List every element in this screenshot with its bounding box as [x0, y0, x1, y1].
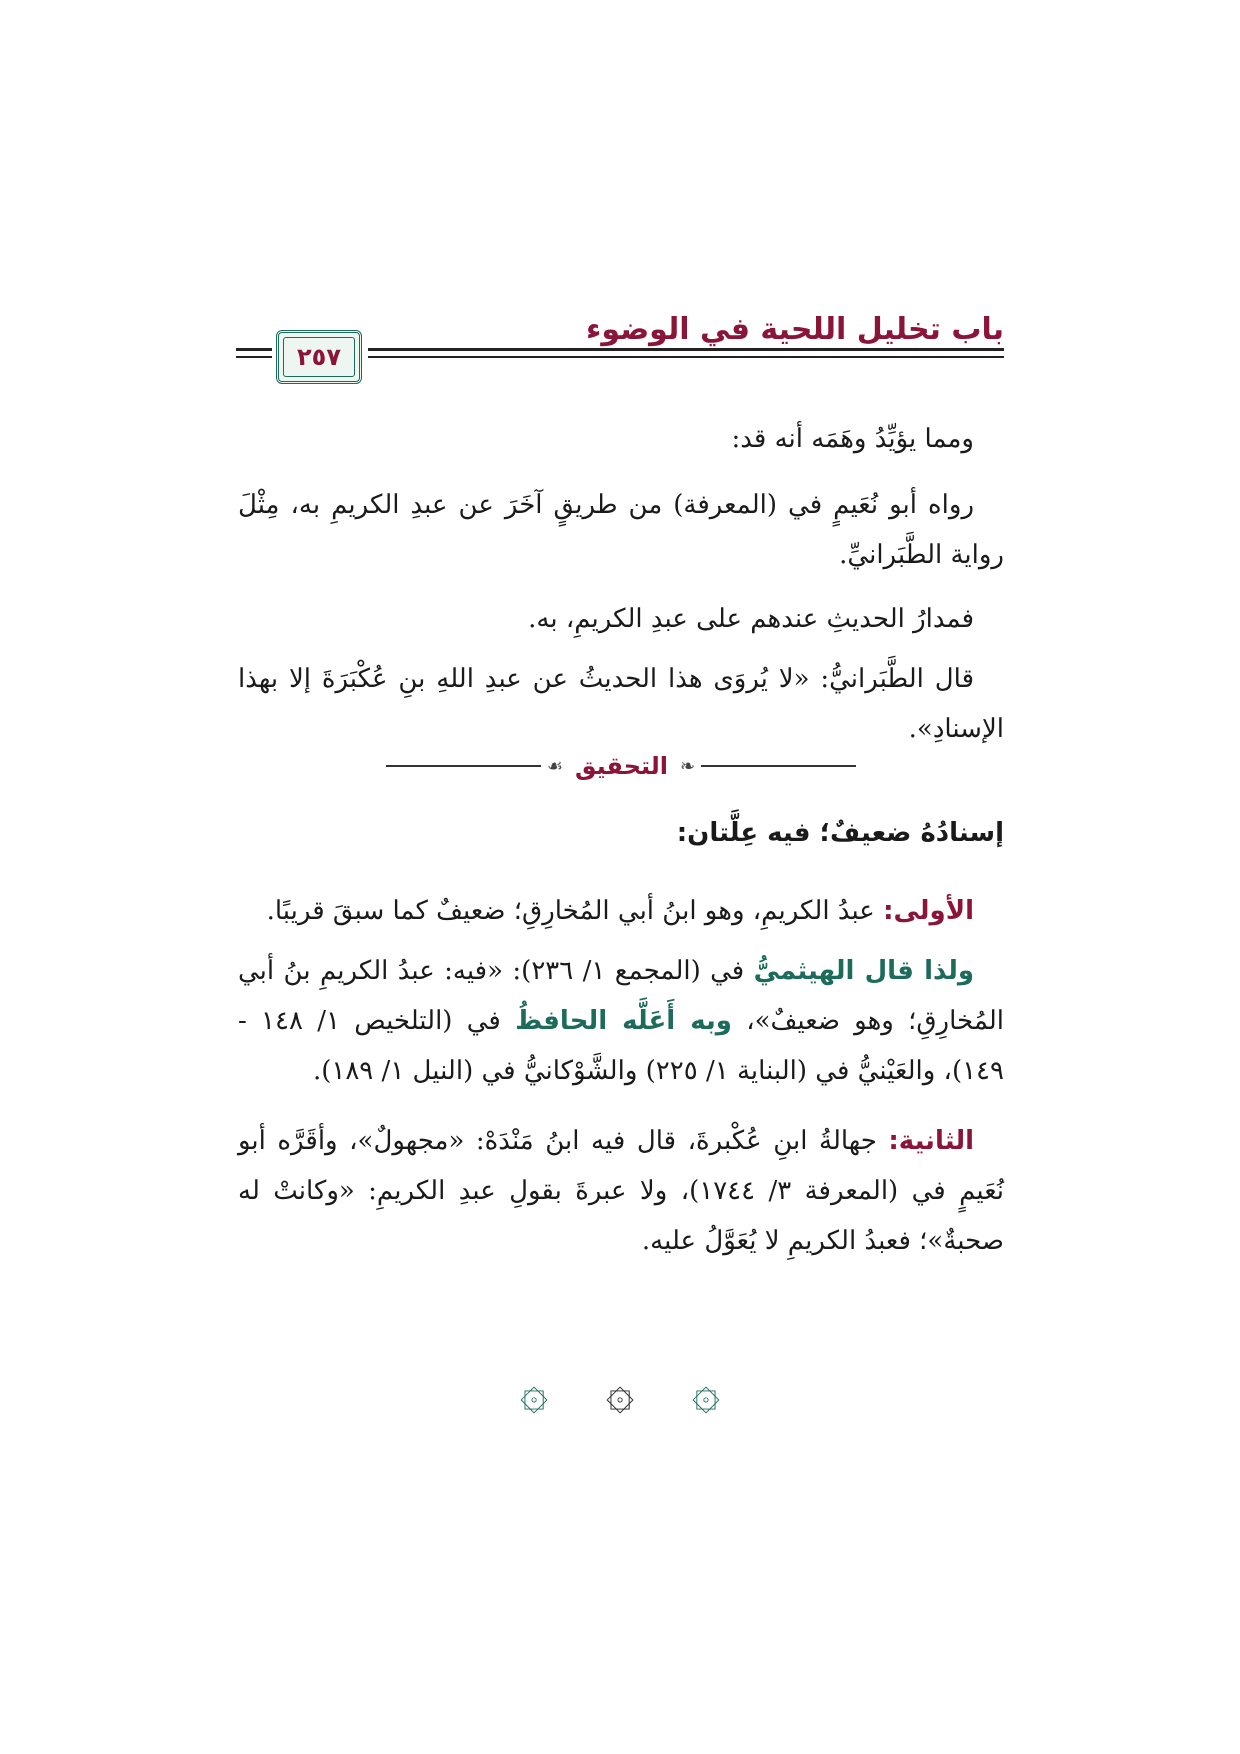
- hafiz-label: وبه أَعَلَّه الحافظُ: [515, 1006, 732, 1036]
- first-label: الأولى:: [883, 896, 974, 926]
- divider-line-left: [386, 765, 541, 767]
- second-text: جهالةُ ابنِ عُكْبرةَ، قال فيه ابنُ مَنْدَهْ: «مجهولٌ»، وأقَرَّه أبو نُعَيمٍ في (المعرفة ٣/ ١٧٤٤)، ولا عبرةَ بقولِ عبدِ الكريمِ: «وكانتْ له صحبةٌ»؛ فعبدُ الكريمِ لا يُعَوَّلُ عليه.: [238, 1126, 1004, 1256]
- haythami-paragraph: [238, 946, 1004, 1096]
- chapter-title: باب تخليل اللحية في الوضوء: [586, 312, 1004, 347]
- divider-label: التحقيق: [575, 752, 669, 780]
- header-rule-right-thin: [368, 356, 1004, 358]
- page-number-badge: [276, 330, 362, 384]
- second-label: الثانية:: [888, 1126, 974, 1156]
- ornament-icon: ☙: [546, 755, 563, 777]
- haythami-label: ولذا قال الهيثميُّ: [753, 956, 974, 986]
- haythami-text: في (المجمع ١/ ٢٣٦): «فيه: عبدُ الكريمِ بنُ أبي المُخارِقِ؛ وهو ضعيفٌ»،: [238, 956, 1004, 1036]
- paragraph-3: فمدارُ الحديثِ عندهم على عبدِ الكريمِ، به.: [528, 604, 974, 634]
- paragraph-1: ومما يؤيِّدُ وهَمَه أنه قد:: [731, 424, 974, 454]
- tahqiq-heading: إسنادُهُ ضعيفٌ؛ فيه عِلَّتان:: [676, 818, 1004, 848]
- star-ornament-icon: ۞: [520, 1364, 549, 1420]
- second-illness-paragraph: [238, 1116, 1004, 1266]
- header-rule-left-thin: [236, 356, 272, 358]
- first-text: عبدُ الكريمِ، وهو ابنُ أبي المُخارِقِ؛ ضعيفٌ كما سبقَ قريبًا.: [266, 896, 884, 926]
- tahqiq-divider: [386, 748, 856, 784]
- divider-line-right: [701, 765, 856, 767]
- star-ornament-icon: ۞: [691, 1364, 720, 1420]
- ornament-icon: ❧: [680, 755, 696, 777]
- end-ornament: [520, 1362, 720, 1422]
- header-rule-right: [368, 348, 1004, 351]
- hafiz-text: في (التلخيص ١/ ١٤٨ - ١٤٩)، والعَيْنيُّ في (البناية ١/ ٢٢٥) والشَّوْكانيُّ في (النيل ١/ ١٨٩).: [238, 1006, 1004, 1086]
- paragraph-2: رواه أبو نُعَيمٍ في (المعرفة) من طريقٍ آخَرَ عن عبدِ الكريمِ به، مِثْلَ رواية الطَّبَرانيِّ.: [238, 490, 1004, 570]
- first-illness-paragraph: [238, 886, 1004, 936]
- paragraph-4: قال الطَّبَرانيُّ: «لا يُروَى هذا الحديثُ عن عبدِ اللهِ بنِ عُكْبَرَةَ إلا بهذا الإسنادِ».: [238, 664, 1004, 744]
- star-ornament-icon: ۞: [605, 1364, 635, 1420]
- page-number: ٢٥٧: [297, 343, 341, 371]
- header-rule-left: [236, 348, 272, 351]
